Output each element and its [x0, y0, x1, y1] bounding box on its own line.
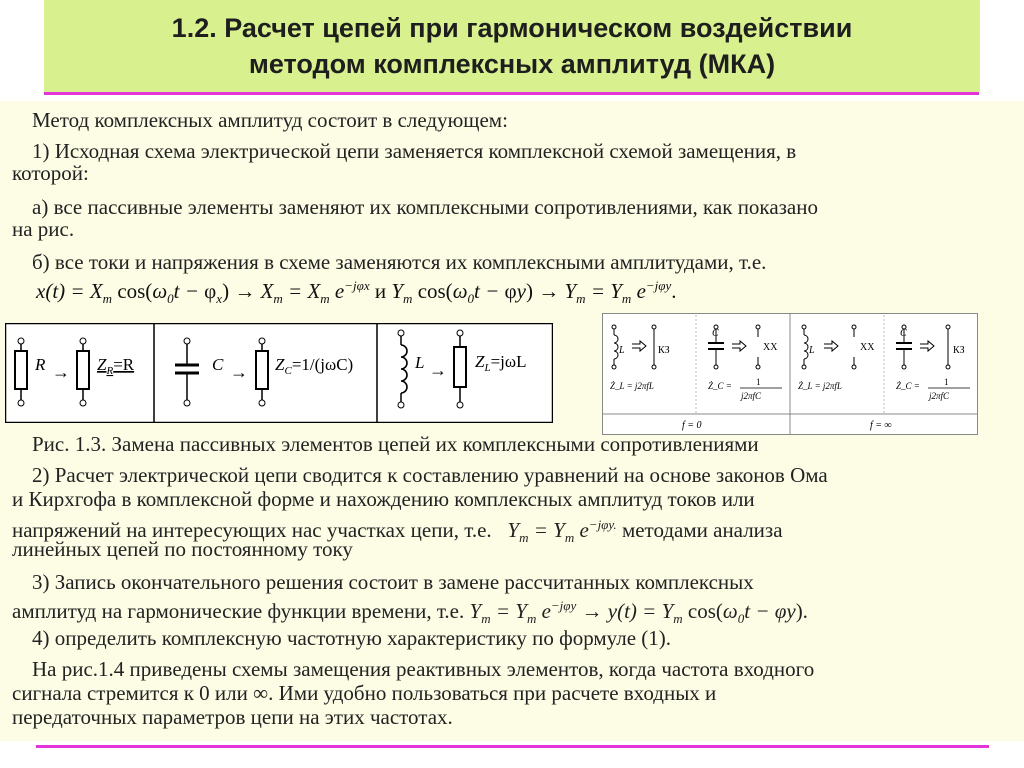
resistor-impedance: $Z_R=R$: [97, 355, 135, 377]
step-b-text: б) все токи и напряжения в схеме заменяются их комплексными амплитудами, т.е.: [32, 250, 767, 274]
figure-1-3: [5, 323, 553, 423]
finf-inductor-formula: Ż_L = j2πfL: [798, 381, 842, 391]
title-line-2: методом комплексных амплитуд (МКА): [248, 49, 776, 79]
f0-capacitor-formula: Ż_C =: [708, 381, 732, 391]
step2-line2: и Кирхгофа в комплексной форме и нахождению комплексных амплитуд токов или: [12, 487, 755, 511]
svg-text:L: L: [619, 345, 625, 356]
step1-line2: которой:: [12, 161, 89, 185]
svg-text:C: C: [712, 328, 719, 339]
note-line3: передаточных параметров цепи на этих частотах.: [12, 705, 453, 729]
capacitor-impedance: $Z_C=1/(j\omega C)$: [275, 355, 354, 377]
note-line2: сигнала стремится к 0 или ∞. Ими удобно пользоваться при расчете входных и: [12, 681, 717, 705]
formula-complex-amplitude: $x(t) = X_m$ $\cos(\omega_0t - \varphi_x) \to X_m = X_m$ $e^{-j\varphi x}$ и $Y_m$ $\cos(\omega_0t - \varphi y) \to Y_m = Y_m$ $e^{-j\varphi y}$.: [36, 278, 677, 307]
svg-text:КЗ: КЗ: [953, 345, 965, 356]
f0-inductor-formula: Ż_L = j2πfL: [610, 381, 654, 391]
step1-line1: 1) Исходная схема электрической цепи заменяется комплексной схемой замещения, в: [32, 139, 797, 163]
f-inf-label: f = ∞: [870, 420, 892, 431]
finf-capacitor-formula: Ż_C =: [896, 381, 920, 391]
svg-text:→: →: [230, 362, 248, 382]
svg-text:1: 1: [944, 377, 949, 387]
step2-line1: 2) Расчет электрической цепи сводится к составлению уравнений на основе законов Ома: [32, 463, 828, 487]
step-a-line2: на рис.: [12, 217, 75, 241]
svg-text:КЗ: КЗ: [658, 345, 670, 356]
title-line-1: 1.2. Расчет цепей при гармоническом воздействии: [171, 13, 853, 43]
figure-caption: Рис. 1.3. Замена пассивных элементов цепей их комплексными сопротивлениями: [32, 432, 759, 456]
step2-line4: линейных цепей по постоянному току: [12, 537, 353, 561]
title-underline: [44, 92, 979, 95]
capacitor-label: C: [212, 355, 224, 374]
svg-text:XX: XX: [763, 342, 778, 353]
step-a-line1: а) все пассивные элементы заменяют их комплексными сопротивлениями, как показано: [32, 195, 818, 219]
svg-text:1: 1: [756, 377, 761, 387]
svg-text:L: L: [809, 345, 815, 356]
bottom-rule: [36, 745, 989, 748]
step2-line3: напряжений на интересующих нас участках цепи, т.е. $Y_m = Y_m$ $e^{-j\varphi y.}$ методами анализа: [12, 517, 783, 546]
note-line1: На рис.1.4 приведены схемы замещения реактивных элементов, когда частота входного: [32, 657, 815, 681]
inductor-impedance: $Z_L=j\omega L$: [475, 352, 527, 374]
svg-text:→: →: [52, 362, 70, 382]
svg-text:→: →: [429, 360, 447, 380]
figure-1-4: [602, 313, 978, 435]
intro-text: Метод комплексных амплитуд состоит в следующем:: [32, 108, 508, 132]
step3-line1: 3) Запись окончательного решения состоит в замене рассчитанных комплексных: [32, 570, 754, 594]
inductor-label: L: [415, 353, 425, 372]
f-zero-label: f = 0: [682, 420, 702, 431]
svg-text:XX: XX: [860, 342, 875, 353]
title-box: [44, 0, 980, 92]
svg-text:j2πfC: j2πfC: [741, 391, 762, 401]
step4-text: 4) определить комплексную частотную характеристику по формуле (1).: [32, 626, 672, 650]
svg-text:j2πfC: j2πfC: [929, 391, 950, 401]
step3-line2: амплитуд на гармонические функции времени, т.е. $Y_m = Y_m$ $e^{-j\varphi y} \to y(t) = Y_m$ $\cos(\omega_0t - \varphi y)$.: [12, 598, 808, 627]
resistor-label: R: [35, 355, 46, 374]
svg-text:C: C: [900, 328, 907, 339]
